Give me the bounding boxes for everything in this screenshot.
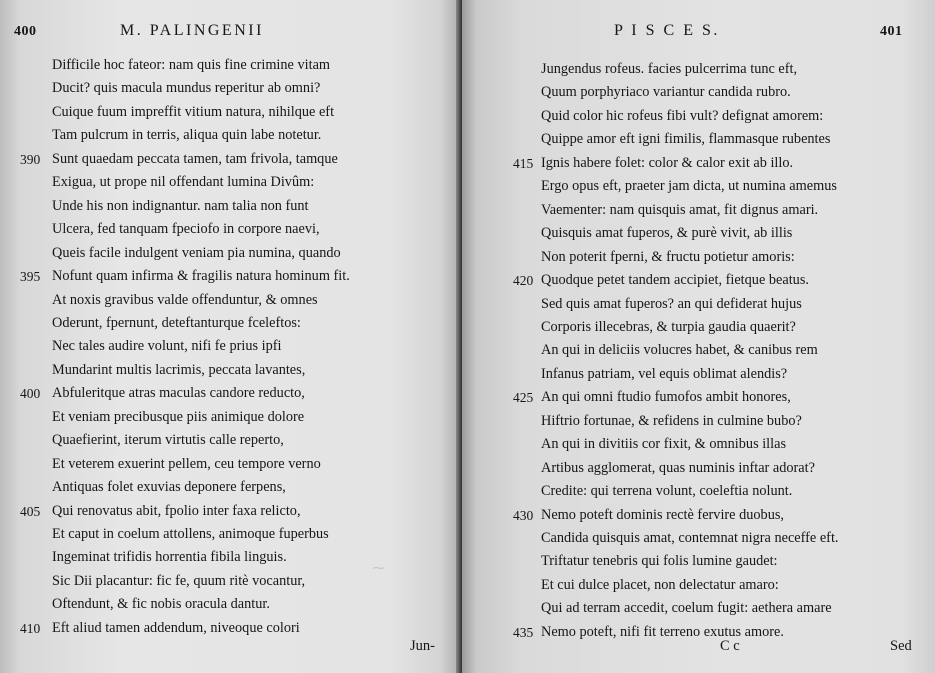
left-running-head: M. PALINGENII bbox=[120, 22, 264, 39]
verse-line: Quodque petet tandem accipiet, fietque beatus. bbox=[541, 272, 809, 289]
verse-line: Oftendunt, & fic nobis oracula dantur. bbox=[52, 596, 270, 613]
verse-line: Ignis habere folet: color & calor exit ab illo. bbox=[541, 154, 794, 171]
verse-line: At noxis gravibus valde offenduntur, & omnes bbox=[52, 291, 318, 308]
line-number: 425 bbox=[513, 390, 534, 406]
verse-line: Nemo poteft, nifi fit terreno exutus amore. bbox=[541, 623, 784, 640]
verse-line: Sunt quaedam peccata tamen, tam frivola, tamque bbox=[52, 150, 338, 167]
verse-line: Corporis illecebras, & turpia gaudia quaerit? bbox=[541, 318, 796, 335]
verse-line: Oderunt, fpernunt, deteftanturque fceleftos: bbox=[52, 314, 301, 331]
verse-line: Difficile hoc fateor: nam quis fine crimine vitam bbox=[52, 57, 331, 73]
verse-line: Unde his non indignantur. nam talia non funt bbox=[52, 197, 309, 214]
verse-line: Et veniam precibusque piis animique dolore bbox=[52, 408, 305, 425]
verse-line: Hiftrio fortunae, & refidens in culmine bubo? bbox=[541, 412, 802, 429]
left-catchword: Jun- bbox=[410, 638, 435, 654]
verse-line: Sic Dii placantur: fic fe, quum ritè vocantur, bbox=[52, 572, 306, 589]
verse-line: Et cui dulce placet, non delectatur amaro: bbox=[541, 576, 779, 593]
line-number: 405 bbox=[20, 503, 41, 519]
verse-line: Tam pulcrum in terris, aliqua quin labe notetur. bbox=[52, 127, 322, 144]
verse-line: Abfuleritque atras maculas candore reducto, bbox=[52, 385, 305, 402]
verse-line: Vaementer: nam quisquis amat, fit dignus amari. bbox=[541, 201, 819, 218]
verse-line: Non poterit fperni, & fructu potietur amoris: bbox=[541, 248, 795, 265]
verse-line: Jungendus rofeus. facies pulcerrima tunc eft, bbox=[541, 61, 798, 77]
verse-line: Ducit? quis macula mundus reperitur ab omni? bbox=[52, 80, 321, 97]
verse-line: Ingeminat trifidis horrentia fibila linguis. bbox=[52, 549, 287, 566]
verse-line: An qui in divitiis cor fixit, & omnibus illas bbox=[541, 436, 787, 453]
verse-line: Quisquis amat fuperos, & purè vivit, ab illis bbox=[541, 225, 793, 242]
verse-line: Mundarint multis lacrimis, peccata lavantes, bbox=[52, 361, 306, 378]
line-number: 415 bbox=[513, 155, 534, 171]
verse-line: Nec tales audire volunt, nifi fe prius ipfi bbox=[52, 338, 282, 355]
verse-line: Quum porphyriaco variantur candida rubro. bbox=[541, 84, 791, 101]
right-running-head: P I S C E S. bbox=[614, 22, 720, 39]
verse-line: Et caput in coelum attollens, animoque fuperbus bbox=[52, 526, 329, 542]
verse-line: Ulcera, fed tanquam fpeciofo in corpore naevi, bbox=[52, 221, 320, 238]
verse-line: An qui omni ftudio fumofos ambit honores, bbox=[541, 389, 791, 406]
right-page-number: 401 bbox=[880, 24, 903, 39]
verse-line: Cuique fuum impreffit vitium natura, nihilque eft bbox=[52, 103, 335, 120]
verse-line: Artibus agglomerat, quas numinis inftar adorat? bbox=[541, 459, 815, 476]
verse-line: Antiquas folet exuvias deponere ferpens, bbox=[52, 479, 286, 496]
verse-line: Candida quisquis amat, contemnat nigra neceffe eft. bbox=[541, 530, 839, 546]
verse-line: Eft aliud tamen addendum, niveoque colori bbox=[52, 619, 300, 636]
verse-line: Infanus patriam, vel equis oblimat alendis? bbox=[541, 365, 788, 382]
right-catchword: Sed bbox=[890, 638, 912, 654]
verse-line: Quid color hic rofeus fibi vult? defignat amorem: bbox=[541, 107, 824, 124]
line-number: 390 bbox=[20, 151, 41, 167]
left-page-number: 400 bbox=[14, 24, 37, 39]
verse-line: Queis facile indulgent veniam pia numina, quando bbox=[52, 244, 341, 261]
line-number: 430 bbox=[513, 507, 534, 523]
verse-line: Quaefierint, iterum virtutis calle reperto, bbox=[52, 432, 284, 449]
verse-line: Qui ad terram accedit, coelum fugit: aethera amare bbox=[541, 600, 832, 617]
verse-line: Credite: qui terrena volunt, coeleftia nolunt. bbox=[541, 483, 793, 500]
verse-line: Qui renovatus abit, fpolio inter faxa relicto, bbox=[52, 502, 301, 519]
verse-line: Nofunt quam infirma & fragilis natura hominum fit. bbox=[52, 268, 350, 285]
verse-line: Et veterem exuerint pellem, ceu tempore verno bbox=[52, 455, 321, 472]
verse-line: Ergo opus eft, praeter jam dicta, ut numina amemus bbox=[541, 178, 837, 195]
line-number: 395 bbox=[20, 269, 41, 285]
line-number: 410 bbox=[20, 620, 41, 636]
verse-line: Quippe amor eft igni fimilis, flammasque rubentes bbox=[541, 131, 831, 148]
left-page bbox=[0, 0, 462, 673]
line-number: 400 bbox=[20, 386, 41, 402]
verse-line: Triftatur tenebris qui folis lumine gaudet: bbox=[541, 553, 778, 570]
verse-line: Exigua, ut prope nil offendant lumina Divûm: bbox=[52, 174, 315, 191]
signature-mark: C c bbox=[720, 638, 740, 654]
line-number: 420 bbox=[513, 273, 534, 289]
show-through-mark: ⁓ bbox=[372, 560, 385, 575]
verse-line: An qui in deliciis volucres habet, & canibus rem bbox=[541, 342, 818, 359]
verse-line: Sed quis amat fuperos? an qui defiderat hujus bbox=[541, 295, 802, 312]
right-page bbox=[462, 0, 935, 673]
line-number: 435 bbox=[513, 624, 534, 640]
verse-line: Nemo poteft dominis rectè fervire duobus, bbox=[541, 506, 784, 523]
